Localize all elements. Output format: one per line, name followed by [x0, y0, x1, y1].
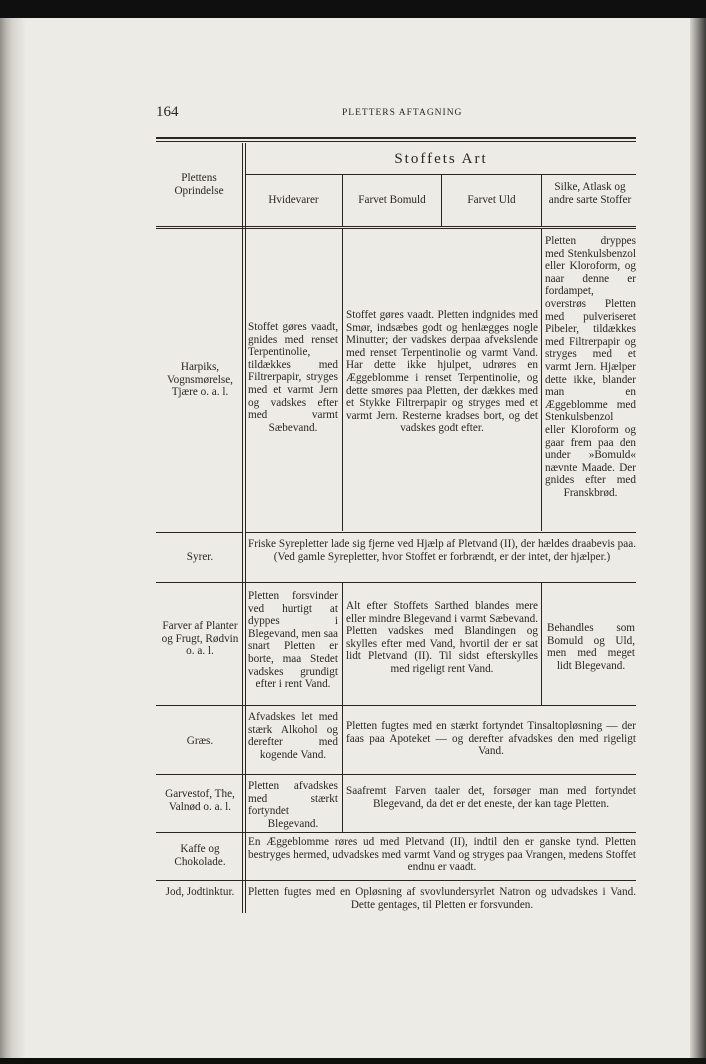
page-number: 164: [156, 104, 179, 120]
header-bottom-rule: [156, 226, 636, 227]
running-head: PLETTERS AFTAGNING: [342, 108, 463, 118]
row1-divider-a: [342, 229, 343, 531]
col-divider-3: [541, 174, 542, 227]
row-garvestof-hvidevarer: Pletten afvadskes med stærkt fortyndet Blegevand.: [248, 780, 338, 830]
row1-divider-b: [541, 229, 542, 531]
row-farver-bomuld-uld: Alt efter Stoffets Sarthed blandes mere eller mindre Blegevand i varmt Sæbevand. Pletten vadskes med Blandingen og skylles efter med Vand, hvortil der er sat lidt Pletvand (II). Til sidst efterskylles med rigeligt rent Vand.: [346, 600, 538, 675]
row-jod-all: Pletten fugtes med en Opløsning af svovlundersyrlet Natron og udvadskes i Vand. Dette gentages, til Pletten er forsvunden.: [248, 886, 636, 911]
row-graes-origin: Græs.: [186, 735, 214, 747]
row-rule-5: [156, 832, 636, 833]
row-syrer-origin: Syrer.: [186, 551, 214, 563]
row-rule-1: [245, 532, 636, 533]
row-garvestof-rest: Saafremt Farven taaler det, forsøger man med fortyndet Blegevand, da det er det eneste, der kan tage Pletten.: [346, 785, 636, 810]
row3-divider-a: [342, 583, 343, 705]
page-edge-shadow: [690, 18, 706, 1058]
row-syrer-all: Friske Syrepletter lade sig fjerne ved Hjælp af Pletvand (II), der hældes draabevis paa. (Ved gamle Syrepletter, hvor Stoffet er forbrændt, er der intet, der hjælper.): [248, 538, 636, 563]
origin-column-header: Plettens Oprindelse: [174, 172, 224, 197]
book-spine-shadow: [0, 18, 26, 1058]
row-farver-hvidevarer: Pletten forsvinder ved hurtigt at dyppes i Blegevand, men saa snart Pletten er borte, maa Stedet vadskes grundigt efter i rent Vand.: [248, 590, 338, 691]
row-harpiks-silke: Pletten dryppes med Stenkulsbenzol eller Kloroform, og naar denne er fordampet, overstrøs Pletten med pulveriseret Pibeler, tildækkes med Filtrerpapir og stryges med et varmt Jern. Hjælper dette ikke, blander man en Æggeblomme med Stenkulsbenzol eller Kloroform og gaar frem paa den under »Bomuld« nævnte Maade. Der gnides efter med Franskbrød.: [545, 235, 636, 499]
row-graes-rest: Pletten fugtes med en stærkt fortyndet Tinsaltopløsning — der faas paa Apoteket — og derefter afvadskes den med rigeligt Vand.: [346, 720, 636, 758]
header-bottom-rule-2: [156, 228, 636, 229]
origin-column-divider-2: [245, 143, 246, 913]
row4-divider: [342, 706, 343, 774]
row-kaffe-all: En Æggeblomme røres ud med Pletvand (II), indtil den er ganske tynd. Pletten bestryges hermed, udvadskes med varmt Vand og stryges paa Vrangen, medens Stoffet endnu er vaadt.: [248, 836, 636, 874]
subheader-farvet-bomuld: Farvet Bomuld: [358, 194, 426, 206]
row-rule-2: [156, 582, 636, 583]
table-top-rule-thin: [156, 141, 636, 142]
row5-divider: [342, 775, 343, 832]
subheader-silke: Silke, Atlask og andre sarte Stoffer: [548, 181, 632, 206]
row-farver-origin: Farver af Planter og Frugt, Rødvin o. a. l.: [161, 620, 239, 658]
origin-column-divider: [242, 143, 243, 913]
row-farver-silke: Behandles som Bomuld og Uld, men med meget lidt Blegevand.: [547, 622, 635, 672]
col-divider-2: [441, 174, 442, 227]
row-rule-1-origin: [156, 532, 242, 533]
row-graes-hvidevarer: Afvadskes let med stærk Alkohol og derefter med kogende Vand.: [248, 711, 338, 761]
row3-divider-b: [541, 583, 542, 705]
row-garvestof-origin: Garvestof, The, Valnød o. a. l.: [165, 788, 235, 813]
row-rule-6: [156, 880, 636, 881]
row-jod-origin: Jod, Jodtinktur.: [165, 886, 235, 898]
row-kaffe-origin: Kaffe og Chokolade.: [174, 843, 226, 868]
row-harpiks-origin: Harpiks, Vognsmørelse, Tjære o. a. l.: [167, 361, 233, 399]
row-rule-4: [156, 774, 636, 775]
col-divider-1: [342, 174, 343, 227]
row-harpiks-hvidevarer: Stoffet gøres vaadt, gnides med renset Terpentinolie, tildækkes med Filtrerpapir, stryges med et varmt Jern og vadskes efter med varmt Sæbevand.: [248, 321, 338, 434]
fabric-group-header: Stoffets Art: [394, 151, 488, 167]
subheader-hvidevarer: Hvidevarer: [268, 194, 319, 206]
row-rule-3: [156, 705, 636, 706]
row-harpiks-bomuld-uld: Stoffet gøres vaadt. Pletten indgnides med Smør, indsæbes godt og henlægges nogle Minutter; der vadskes derpaa afvekslende med renset Terpentinolie og varmt Vand. Har dette ikke hjulpet, udrøres en Æggeblomme i renset Terpentinolie, og dette smøres paa Pletten, der dækkes med et Stykke Filtrerpapir og stryges med et varmt Jern. Resterne kradses bort, og det vadskes godt efter.: [346, 309, 538, 435]
subheader-farvet-uld: Farvet Uld: [467, 194, 516, 206]
table-top-rule: [156, 137, 636, 139]
